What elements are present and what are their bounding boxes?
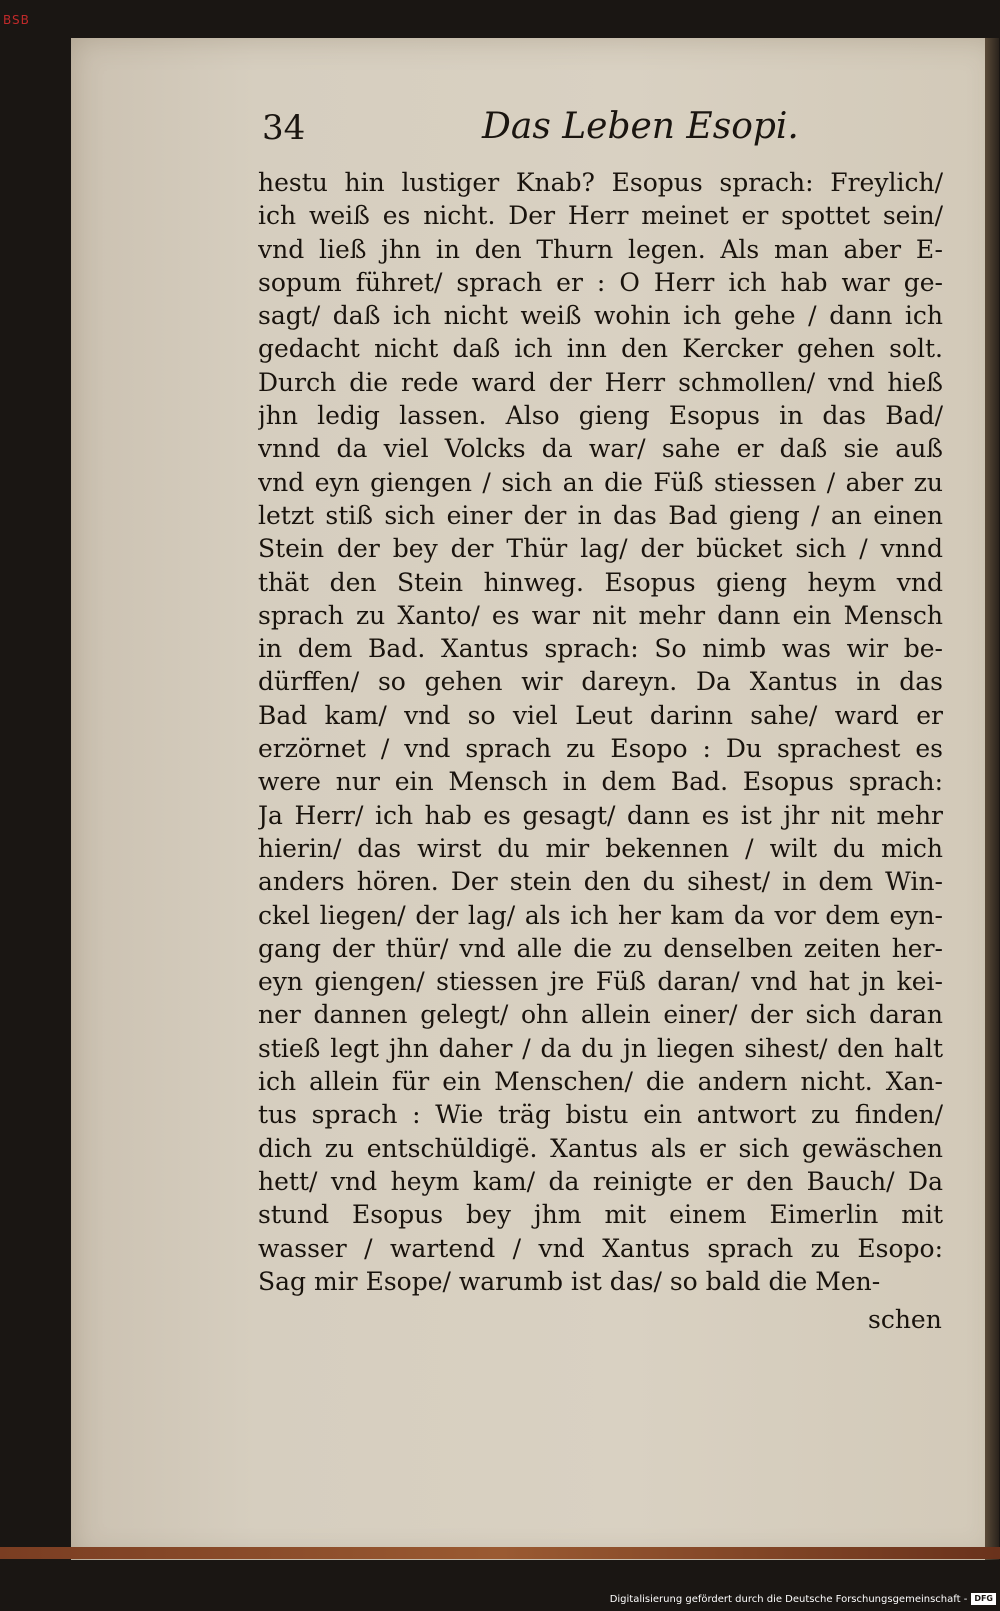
text-line: letzt stiß sich einer der in das Bad gieng / an einen xyxy=(258,500,943,530)
text-line: jhn ledig lassen. Also gieng Esopus in das Bad/ xyxy=(258,401,943,431)
text-line: ich weiß es nicht. Der Herr meinet er spottet sein/ xyxy=(258,201,943,231)
text-line: Stein der bey der Thür lag/ der bücket sich / vnnd xyxy=(258,534,943,564)
text-line: stieß legt jhn daher / da du jn liegen sihest/ den halt xyxy=(258,1033,943,1063)
page-header xyxy=(262,108,942,158)
text-line: Ja Herr/ ich hab es gesagt/ dann es ist jhr nit mehr xyxy=(258,800,943,830)
text-line: vnnd da viel Volcks da war/ sahe er daß sie auß xyxy=(258,434,943,464)
bsb-logo: BSB xyxy=(3,13,30,27)
text-line: sagt/ daß ich nicht weiß wohin ich gehe / dann ich xyxy=(258,301,943,331)
text-line: erzörnet / vnd sprach zu Esopo : Du sprachest es xyxy=(258,734,943,764)
text-line: stund Esopus bey jhm mit einem Eimerlin mit xyxy=(258,1200,943,1230)
text-line: ich allein für ein Menschen/ die andern nicht. Xan- xyxy=(258,1067,943,1097)
text-line: Bad kam/ vnd so viel Leut darinn sahe/ ward er xyxy=(258,700,943,730)
footer-text: Digitalisierung gefördert durch die Deutsche Forschungsgemeinschaft - xyxy=(609,1593,968,1605)
text-line: vnd ließ jhn in den Thurn legen. Als man aber E- xyxy=(258,234,943,264)
text-line: eyn giengen/ stiessen jre Füß daran/ vnd hat jn kei- xyxy=(258,967,943,997)
text-line: dich zu entschüldigë. Xantus als er sich gewäschen xyxy=(258,1133,943,1163)
text-line: Sag mir Esope/ warumb ist das/ so bald die Men- xyxy=(258,1266,881,1296)
footer xyxy=(610,1593,996,1605)
text-line: in dem Bad. Xantus sprach: So nimb was wir be- xyxy=(258,634,943,664)
body-text xyxy=(258,166,943,1298)
book-cover-edge xyxy=(0,1547,1000,1559)
text-line: hestu hin lustiger Knab? Esopus sprach: Freylich/ xyxy=(258,168,943,197)
text-line: were nur ein Mensch in dem Bad. Esopus sprach: xyxy=(258,767,943,797)
running-title: Das Leben Esopi. xyxy=(482,106,799,147)
dfg-logo: DFG xyxy=(971,1593,996,1605)
text-line: gang der thür/ vnd alle die zu denselben zeiten her- xyxy=(258,933,943,963)
text-line: gedacht nicht daß ich inn den Kercker gehen solt. xyxy=(258,334,943,364)
text-line: wasser / wartend / vnd Xantus sprach zu Esopo: xyxy=(258,1233,943,1263)
text-line: Durch die rede ward der Herr schmollen/ vnd hieß xyxy=(258,367,943,397)
text-line: anders hören. Der stein den du sihest/ in dem Win- xyxy=(258,867,943,897)
text-line: hett/ vnd heym kam/ da reinigte er den Bauch/ Da xyxy=(258,1166,943,1196)
text-line: dürffen/ so gehen wir dareyn. Da Xantus in das xyxy=(258,667,943,697)
text-line: sprach zu Xanto/ es war nit mehr dann ein Mensch xyxy=(258,600,943,630)
text-line: hierin/ das wirst du mir bekennen / wilt du mich xyxy=(258,833,943,863)
text-line: thät den Stein hinweg. Esopus gieng heym vnd xyxy=(258,567,943,597)
text-line: sopum führet/ sprach er : O Herr ich hab war ge- xyxy=(258,267,943,297)
page-number: 34 xyxy=(262,108,306,148)
catchword: schen xyxy=(868,1305,942,1334)
text-line: ckel liegen/ der lag/ als ich her kam da vor dem eyn- xyxy=(258,900,943,930)
text-line: ner dannen gelegt/ ohn allein einer/ der sich daran xyxy=(258,1000,943,1030)
text-line: vnd eyn giengen / sich an die Füß stiessen / aber zu xyxy=(258,467,943,497)
text-line: tus sprach : Wie träg bistu ein antwort zu finden/ xyxy=(258,1100,943,1130)
page-edge xyxy=(985,38,999,1560)
